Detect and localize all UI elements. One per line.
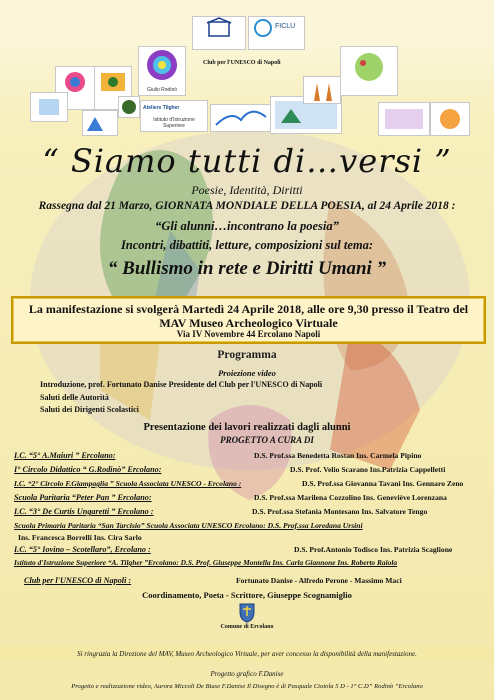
ficlu-logo: FICLU [248, 16, 305, 50]
rassegna-line: Rassegna dal 21 Marzo, GIORNATA MONDIALE DELLA POESIA, al 24 Aprile 2018 : [38, 200, 456, 212]
tagline: “Gli alunni…incontrano la poesia” [155, 219, 339, 233]
programma-item-2: Introduzione, prof. Fortunato Danise Presidente del Club per l'UNESCO di Napoli [40, 380, 323, 389]
school-row-1-left: I.C. “5° A.Maiuri ” Ercolano: [14, 451, 116, 460]
school-row-3-left: I.C. “2° Circolo F.Giampaglia ” Scuola Associata UNESCO - Ercolano : [14, 479, 242, 488]
school-row-4-left: Scuola Paritaria “Peter Pan ” Ercolano: [14, 493, 152, 502]
school-row-1-right: D.S. Prof.ssa Benedetta Rostan Ins. Carmela Pipino [254, 451, 422, 460]
school-logo-9 [82, 110, 118, 136]
event-line-1: La manifestazione si svolgerà Martedì 24 Aprile 2018, alle ore 9,30 presso il Teatro del [28, 302, 469, 316]
ateliers-logo: Ateliers Tilgher Istituto d'Istruzione Superiore [140, 100, 208, 132]
comune-emblem-icon [237, 601, 257, 623]
event-line-2: MAV Museo Archeologico Virtuale [159, 316, 338, 330]
school-row-9-left: Club per l'UNESCO di Napoli : [24, 576, 132, 585]
programma-heading: Programma [217, 349, 277, 361]
programma-item-4: Saluti dei Dirigenti Scolastici [40, 405, 139, 414]
school-row-7-right: D.S. Prof.Antonio Todisco Ins. Patrizia Scaglione [294, 545, 453, 554]
event-box [11, 296, 486, 344]
school-row-2-left: I° Circolo Didattico “ G.Rodinò” Ercolano: [14, 465, 162, 474]
incontri-line: Incontri, dibattiti, letture, composizioni sul tema: [120, 238, 374, 252]
school-row-3-right: D.S. Prof.ssa Giovanna Tavani Ins. Gennaro Zeno [302, 479, 464, 488]
school-logo-8 [30, 92, 68, 122]
school-row-8: Istituto d'Istruzione Superiore “A. Tilgher ”Ercolano: D.S. Prof. Giuseppe Montella Ins. Carla Giannone Ins. Roberto Raiola [14, 558, 398, 567]
credits-bottom: Progetto e realizzazione video, Aurora Miccoli De Biase F.Danise Il Disegno è di Pasquale Ciotola 5 D - 1° C.D” Rodinò ”Ercolano [71, 683, 423, 690]
school-row-6: Scuola Primaria Paritaria “San Tarcisio” Scuola Associata UNESCO Ercolano: D.S. Prof.ssa Loredana Ursini [14, 521, 363, 530]
school-row-4-right: D.S. Prof.ssa Marilena Cozzolino Ins. Geneviève Lorenzana [254, 493, 447, 502]
programma-item-1: Proiezione video [218, 368, 276, 378]
unesco-logo [192, 16, 246, 50]
event-line-3: Via IV Novembre 44 Ercolano Napoli [176, 329, 321, 339]
tilgher-logo [118, 96, 140, 118]
ercolano-logo [210, 104, 274, 132]
presentazione-heading: Presentazione dei lavori realizzati dagli alunni [143, 422, 351, 433]
school-logo-6 [378, 102, 430, 136]
school-logo-7 [430, 102, 470, 136]
progetto-heading: PROGETTO A CURA DI [220, 435, 314, 445]
page-subtitle: Poesie, Identità, Diritti [191, 183, 303, 197]
school-row-6b: Ins. Francesca Borrelli Ins. Cira Sarlo [18, 533, 142, 542]
coordinamento-line: Coordinamento, Poeta - Scrittore, Giuseppe Scognamiglio [142, 590, 352, 600]
ringraziamento-band: Si ringrazia la Direzione del MAV, Museo Archeologico Virtuale, per aver concesso la disponibilità della manifestazione. [0, 646, 494, 662]
school-row-7-left: I.C. “5° Iovino – Scotellaro”, Ercolano : [14, 545, 151, 554]
school-logo-4 [340, 46, 398, 96]
school-row-9-right: Fortunato Danise - Alfredo Perone - Massimo Maci [236, 576, 402, 585]
school-row-5-right: D.S. Prof.ssa Stefania Montesano Ins. Salvatore Tengo [252, 507, 428, 516]
school-logo-5 [303, 76, 341, 104]
school-row-5-left: I.C. “3° De Curtis Ungaretti ” Ercolano : [14, 507, 154, 516]
programma-item-3: Saluti delle Autorità [40, 393, 109, 402]
credits-grafica: Progetto grafico F.Danise [210, 670, 284, 678]
page-title: “ Siamo tutti di…versi ” [42, 142, 452, 180]
theme-title: “ Bullismo in rete e Diritti Umani ” [107, 258, 387, 279]
school-row-2-right: D.S. Prof. Velio Scarano Ins.Patrizia Cappelletti [290, 465, 446, 474]
giulio-rodino-logo: Giulio Rodinò [138, 46, 186, 96]
comune-label: Comune di Ercolano [220, 624, 274, 630]
unesco-caption: Club per l'UNESCO di Napoli [203, 60, 281, 66]
